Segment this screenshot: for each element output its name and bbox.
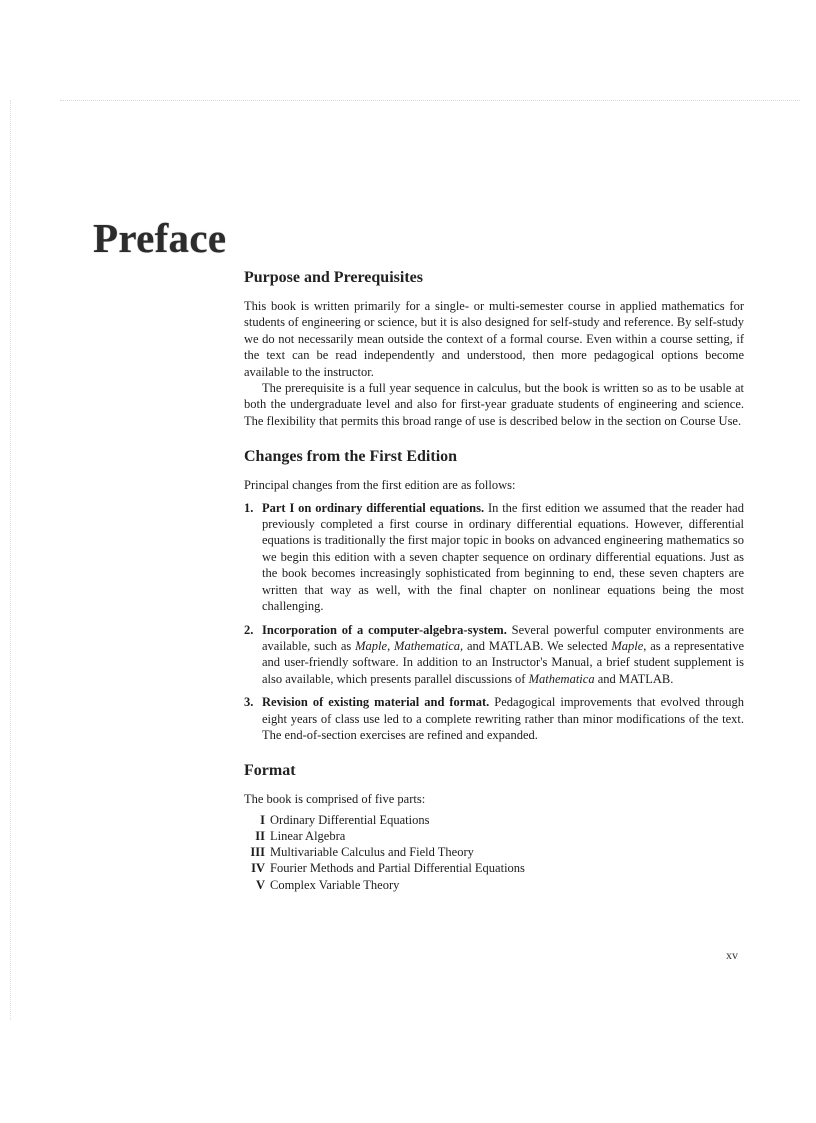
part-numeral: I (260, 812, 265, 827)
list-item-title: Part I on ordinary differential equations. (262, 500, 485, 515)
list-item-text: and MATLAB. (597, 671, 674, 686)
list-item (244, 622, 744, 688)
part-label: Complex Variable Theory (270, 877, 400, 892)
list-item (244, 860, 744, 876)
part-label: Linear Algebra (270, 828, 346, 843)
list-number: 1. (244, 500, 254, 515)
section-format (244, 761, 744, 892)
preface-body (244, 268, 744, 911)
paragraph: Principal changes from the first edition are as follows: (244, 478, 516, 493)
list-item-title: Revision of existing material and format. (262, 695, 490, 710)
software-name: Maple (611, 638, 644, 653)
paragraph: The prerequisite is a full year sequence in calculus, but the book is written so as to be usable at both the undergraduate level and also for first-year graduate students of engineering and science. The flexibility that permits this broad range of use is described below in the section on Course Use. (244, 381, 744, 428)
list-item-text: In the first edition we assumed that the reader had previously completed a first course in ordinary differential equations. However, differential equations is traditionally the first major topic in books on advanced engineering mathematics so we begin this edition with a seven chapter sequence on ordinary differential equations. Just as the book becomes increasingly sophisticated from beginning to end, these seven chapters are written that way as well, with the final chapter on nonlinear equations being the most challenging. (262, 500, 744, 614)
list-item (244, 828, 744, 844)
section-heading-changes: Changes from the First Edition (244, 448, 458, 466)
list-item-text: , as a representative and user-friendly software. In addition to an Instructor's Manual, a brief student supplement is also available, which presents parallel discussions of (262, 638, 745, 686)
software-name: Mathematica (394, 638, 461, 653)
section-heading-purpose: Purpose and Prerequisites (244, 269, 423, 286)
list-item-text: Pedagogical improvements that evolved through eight years of class use led to a complete rewriting rather than minor modifications of the text. The end-of-section exercises are refined and expanded. (262, 695, 744, 742)
scan-artifact-line (60, 100, 800, 102)
list-item (244, 812, 744, 828)
part-label: Multivariable Calculus and Field Theory (270, 845, 474, 860)
changes-list (244, 500, 744, 744)
part-numeral: V (255, 877, 265, 892)
part-numeral: III (250, 845, 265, 860)
part-numeral: II (255, 828, 265, 843)
list-item-title: Incorporation of a computer-algebra-system. (262, 622, 507, 637)
section-changes (244, 447, 744, 743)
part-label: Ordinary Differential Equations (270, 812, 430, 827)
list-item (244, 844, 744, 860)
part-numeral: IV (251, 861, 265, 876)
punctuation: , (387, 638, 391, 653)
list-number: 3. (244, 695, 254, 710)
list-item (244, 500, 744, 615)
parts-list (244, 812, 744, 893)
section-purpose (244, 268, 744, 429)
page-title: Preface (93, 215, 227, 261)
paragraph: The book is comprised of five parts: (244, 792, 426, 807)
list-item-text: , and MATLAB. We selected (460, 638, 608, 653)
page-number: xv (726, 948, 738, 962)
part-label: Fourier Methods and Partial Differential Equations (270, 861, 525, 876)
scan-margin-artifact (10, 100, 39, 1020)
list-item (244, 694, 744, 743)
list-item (244, 877, 744, 893)
section-heading-format: Format (244, 762, 296, 780)
software-name: Maple (355, 638, 388, 653)
list-item-text: Several powerful computer environments are available, such as (262, 622, 744, 653)
list-number: 2. (244, 622, 254, 637)
software-name: Mathematica (528, 671, 595, 686)
paragraph: This book is written primarily for a single- or multi-semester course in applied mathematics for students of engineering or science, but it is also designed for self-study and reference. By self-study we do not necessarily mean outside the context of a formal course. Even within a course setting, if the text can be read independently and understood, then more pedagogical options become available to the instructor. (244, 299, 744, 379)
